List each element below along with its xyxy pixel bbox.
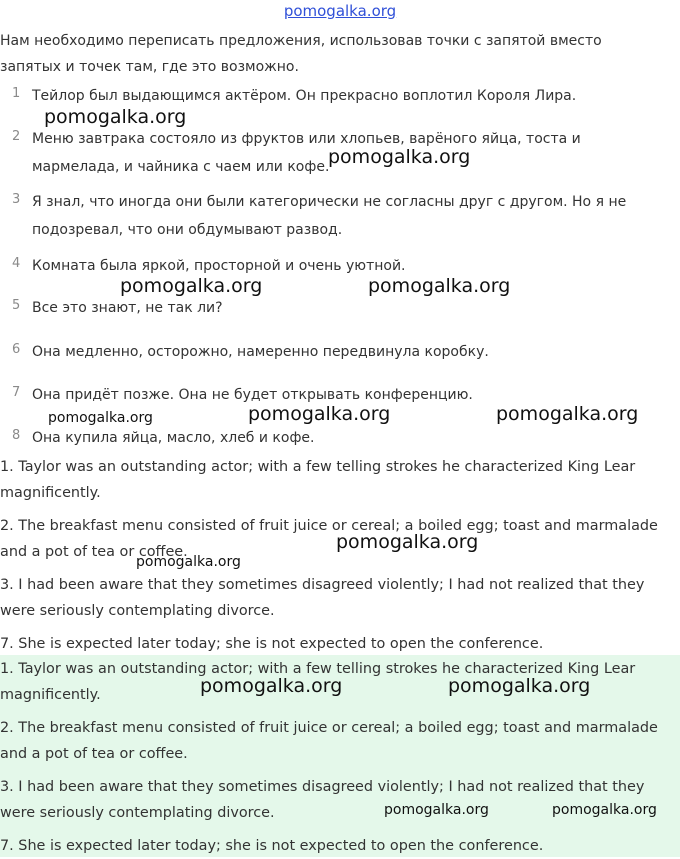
watermark: pomogalka.org [328, 146, 471, 168]
watermark: pomogalka.org [384, 802, 489, 818]
item-text: Она медленно, осторожно, намеренно передвинула коробку. [32, 344, 489, 360]
answer-3: 3. I had been aware that they sometimes disagreed violently; I had not realized that they were seriously contemplating divorce. [0, 577, 645, 619]
item-number: 6 [12, 342, 21, 357]
answer-3-repeat: 3. I had been aware that they sometimes disagreed violently; I had not realized that they were seriously contemplating divorce. [0, 779, 645, 821]
item-text: Тейлор был выдающимся актёром. Он прекрасно воплотил Короля Лира. [32, 88, 577, 104]
watermark: pomogalka.org [48, 410, 153, 426]
watermark: pomogalka.org [200, 675, 343, 697]
watermark: pomogalka.org [120, 275, 263, 297]
watermark: pomogalka.org [336, 531, 479, 553]
answer-1: 1. Taylor was an outstanding actor; with a few telling strokes he characterized King Lear magnificently. [0, 459, 636, 501]
item-text: Она купила яйца, масло, хлеб и кофе. [32, 430, 315, 446]
watermark: pomogalka.org [448, 675, 591, 697]
item-number: 3 [12, 192, 21, 207]
item-number: 7 [12, 385, 21, 400]
answer-2: 2. The breakfast menu consisted of fruit juice or cereal; a boiled egg; toast and marmalade and a pot of tea or coffee. [0, 518, 658, 560]
task-intro: Нам необходимо переписать предложения, использовав точки с запятой вместо запятых и точек там, где это возможно. [0, 33, 602, 75]
watermark: pomogalka.org [552, 802, 657, 818]
watermark: pomogalka.org [44, 106, 187, 128]
watermark: pomogalka.org [368, 275, 511, 297]
item-number: 2 [12, 129, 21, 144]
item-number: 4 [12, 256, 21, 271]
item-text: Комната была яркой, просторной и очень уютной. [32, 258, 406, 274]
watermark: pomogalka.org [248, 403, 391, 425]
item-number: 5 [12, 298, 21, 313]
item-text: Я знал, что иногда они были категорически не согласны друг с другом. Но я не подозревал, что они обдумывают развод. [32, 194, 627, 238]
item-text: Все это знают, не так ли? [32, 300, 223, 316]
item-number: 8 [12, 428, 21, 443]
item-text: Она придёт позже. Она не будет открывать конференцию. [32, 387, 473, 403]
watermark: pomogalka.org [496, 403, 639, 425]
answer-7-repeat: 7. She is expected later today; she is not expected to open the conference. [0, 838, 544, 854]
watermark: pomogalka.org [136, 554, 241, 570]
answer-7: 7. She is expected later today; she is not expected to open the conference. [0, 636, 544, 652]
answer-1-repeat: 1. Taylor was an outstanding actor; with a few telling strokes he characterized King Lear magnificently. [0, 661, 636, 703]
item-text: Меню завтрака состояло из фруктов или хлопьев, варёного яйца, тоста и мармелада, и чайника с чаем или кофе. [32, 131, 581, 175]
item-number: 1 [12, 86, 21, 101]
site-header-link[interactable]: pomogalka.org [283, 2, 397, 20]
answer-2-repeat: 2. The breakfast menu consisted of fruit juice or cereal; a boiled egg; toast and marmalade and a pot of tea or coffee. [0, 720, 658, 762]
